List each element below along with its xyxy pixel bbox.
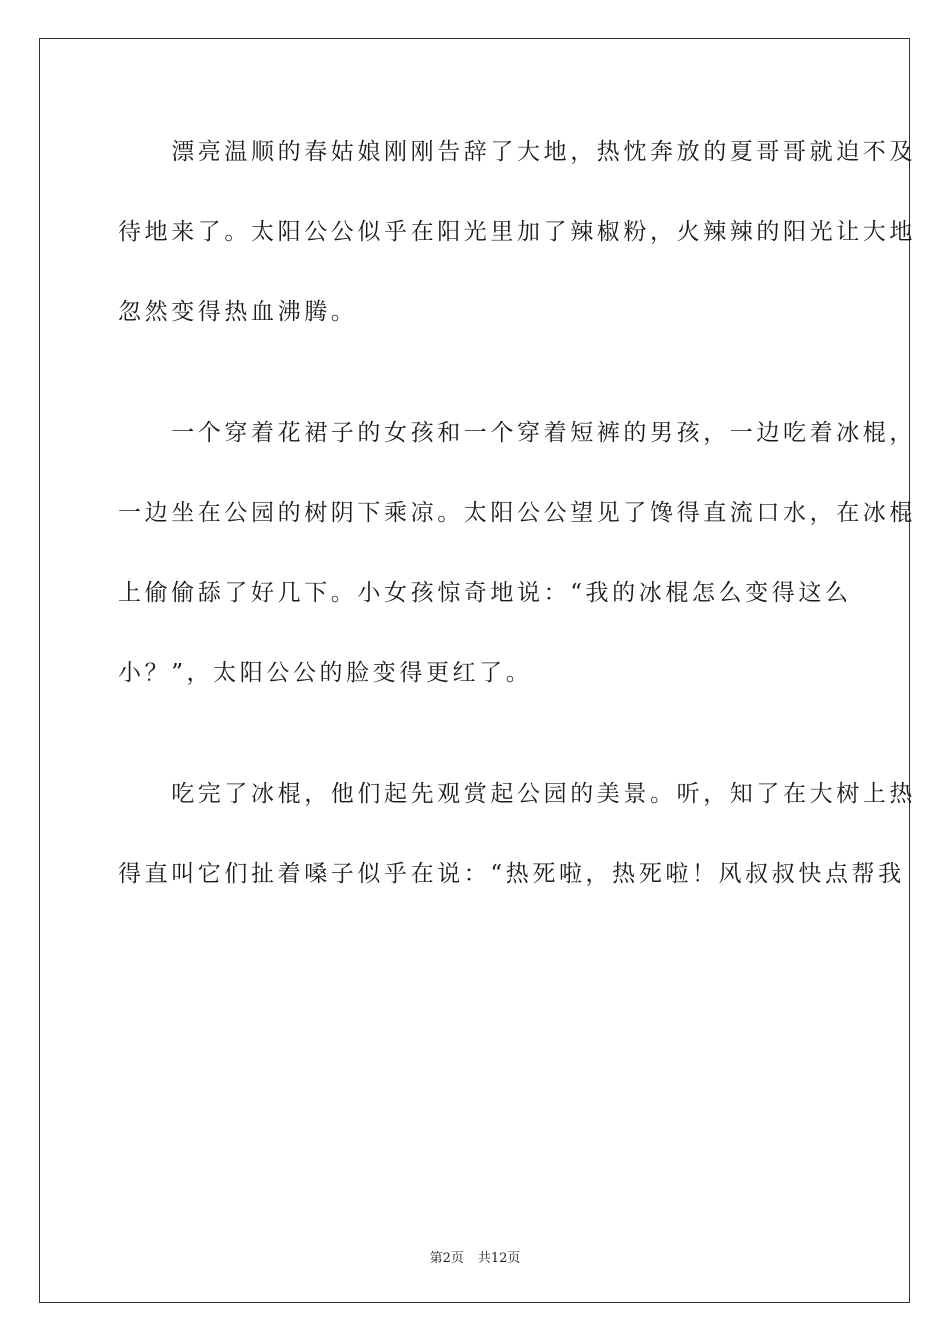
text-line: 吃完了冰棍，他们起先观赏起公园的美景。听，知了在大树上热 bbox=[118, 781, 916, 807]
page-number: 第2页 bbox=[429, 1251, 464, 1266]
text-line: 上偷偷舔了好几下。小女孩惊奇地说：“我的冰棍怎么变得这么 bbox=[118, 580, 852, 606]
text-line: 一边坐在公园的树阴下乘凉。太阳公公望见了馋得直流口水，在冰棍 bbox=[118, 500, 916, 526]
text-line: 漂亮温顺的春姑娘刚刚告辞了大地，热忱奔放的夏哥哥就迫不及 bbox=[118, 139, 916, 165]
paragraph-1 bbox=[118, 130, 916, 370]
text-line: 待地来了。太阳公公似乎在阳光里加了辣椒粉，火辣辣的阳光让大地 bbox=[118, 219, 916, 245]
text-line: 得直叫它们扯着嗓子似乎在说：“热死啦，热死啦！风叔叔快点帮我 bbox=[118, 861, 905, 887]
page-footer bbox=[0, 1247, 950, 1266]
text-line: 小？”，太阳公公的脸变得更红了。 bbox=[118, 660, 533, 686]
total-pages: 共12页 bbox=[477, 1251, 521, 1266]
paragraph-3 bbox=[118, 772, 916, 932]
document-body bbox=[118, 130, 916, 932]
paragraph-gap bbox=[118, 731, 834, 772]
paragraph-gap bbox=[118, 370, 834, 411]
text-line: 忽然变得热血沸腾。 bbox=[118, 299, 358, 325]
text-line: 一个穿着花裙子的女孩和一个穿着短裤的男孩，一边吃着冰棍， bbox=[118, 420, 916, 446]
paragraph-2 bbox=[118, 411, 916, 731]
